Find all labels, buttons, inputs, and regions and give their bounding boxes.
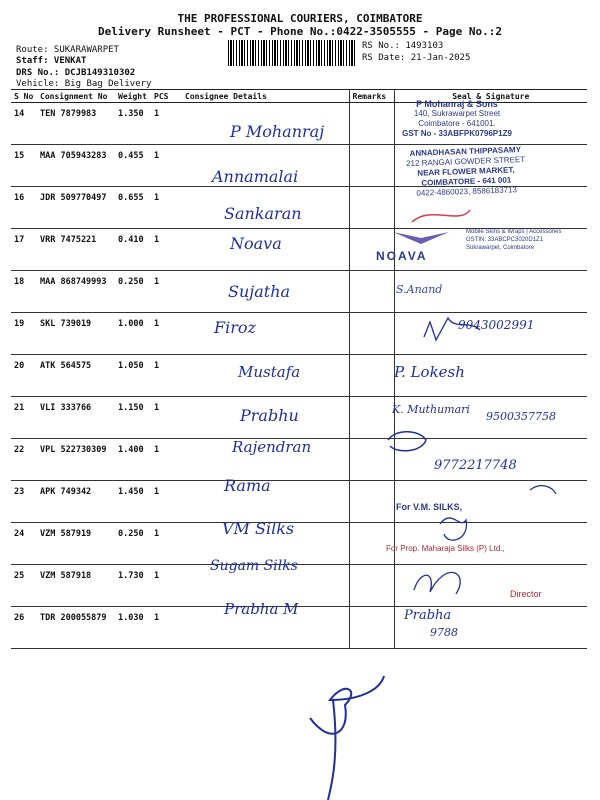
row-consignment: VPL 522730309 [37, 439, 115, 481]
rs-number: RS No.: 1493103 [362, 41, 444, 51]
handwritten-consignee: Rajendran [232, 438, 312, 456]
row-pcs: 1 [151, 313, 182, 355]
handwritten-signature: S.Anand [396, 283, 443, 296]
row-pcs: 1 [151, 271, 182, 313]
row-weight: 1.150 [115, 397, 151, 439]
handwritten-consignee: Prabha M [224, 600, 299, 618]
row-sno: 24 [11, 523, 37, 565]
row-pcs: 1 [151, 523, 182, 565]
handwritten-consignee: Noava [230, 234, 282, 253]
signature-stroke [328, 700, 335, 800]
header-sno: S No [11, 90, 37, 103]
row-sno: 17 [11, 229, 37, 271]
row-sno: 26 [11, 607, 37, 649]
row-pcs: 1 [151, 103, 182, 145]
header-remarks: Remarks [349, 90, 394, 103]
vehicle-label: Vehicle: Big Bag Delivery [16, 79, 152, 89]
annadhasan-stamp: ANNADHASAN THIPPASAMY 212 RANGAI GOWDER STREET NEAR FLOWER MARKET, COIMBATORE - 641 001 0422-4860023, 8586183713 [405, 145, 526, 198]
sheet-title: THE PROFESSIONAL COURIERS, COIMBATORE [177, 12, 423, 25]
handwritten-consignee: VM Silks [222, 519, 295, 538]
signature-stroke [414, 572, 460, 594]
maharaja-stamp: For Prop. Maharaja Silks (P) Ltd., [386, 544, 505, 553]
row-consignment: SKL 739019 [37, 313, 115, 355]
signature-stroke [424, 318, 480, 340]
row-weight: 0.655 [115, 187, 151, 229]
row-pcs: 1 [151, 187, 182, 229]
row-consignment: MAA 868749993 [37, 271, 115, 313]
row-sno: 22 [11, 439, 37, 481]
row-consignment: TDR 200055879 [37, 607, 115, 649]
header-weight: Weight [115, 90, 151, 103]
row-consignment: VRR 7475221 [37, 229, 115, 271]
row-pcs: 1 [151, 607, 182, 649]
rs-date: RS Date: 21-Jan-2025 [362, 53, 471, 63]
drs-label: DRS No.: DCJB149310302 [16, 68, 136, 78]
handwritten-consignee: Sujatha [228, 282, 291, 301]
row-weight: 1.050 [115, 355, 151, 397]
row-consignment: TEN 7879983 [37, 103, 115, 145]
row-consignment: JDR 509770497 [37, 187, 115, 229]
row-sno: 16 [11, 187, 37, 229]
row-consignment: VLI 333766 [37, 397, 115, 439]
row-weight: 1.450 [115, 481, 151, 523]
row-pcs: 1 [151, 439, 182, 481]
signature-stroke [388, 432, 426, 451]
row-pcs: 1 [151, 355, 182, 397]
handwritten-phone: 9500357758 [486, 410, 556, 423]
handwritten-signature: K. Muthumari [392, 403, 470, 416]
handwritten-phone: 9788 [430, 626, 458, 639]
row-pcs: 1 [151, 145, 182, 187]
handwritten-signature: P. Lokesh [394, 363, 465, 381]
handwritten-consignee: Sugam Silks [210, 558, 298, 574]
row-pcs: 1 [151, 397, 182, 439]
row-weight: 0.250 [115, 271, 151, 313]
handwritten-consignee: Firoz [214, 318, 256, 337]
row-pcs: 1 [151, 565, 182, 607]
signature-stroke [412, 210, 470, 222]
row-weight: 0.455 [115, 145, 151, 187]
header-consignee: Consignee Details [182, 90, 349, 103]
handwritten-consignee: Annamalai [212, 167, 299, 186]
handwritten-signature: Prabha [404, 608, 452, 623]
row-weight: 0.250 [115, 523, 151, 565]
header-consignment: Consignment No [37, 90, 115, 103]
row-sno: 15 [11, 145, 37, 187]
handwritten-phone: 9772217748 [434, 458, 517, 473]
header-seal: Seal & Signature [394, 90, 587, 103]
row-weight: 1.030 [115, 607, 151, 649]
row-sno: 18 [11, 271, 37, 313]
row-consignment: VZM 587919 [37, 523, 115, 565]
row-weight: 1.730 [115, 565, 151, 607]
handwritten-consignee: Mustafa [238, 363, 301, 381]
row-sno: 23 [11, 481, 37, 523]
handwritten-consignee: P Mohanraj [230, 122, 325, 141]
row-sno: 20 [11, 355, 37, 397]
mohanraj-stamp: P Mohanraj & Sons 140, Sukrawarpet Street Coimbatore - 641001. GST No - 33ABFPK0796P1Z9 [402, 99, 512, 138]
row-pcs: 1 [151, 481, 182, 523]
handwritten-phone: 9043002991 [458, 318, 535, 332]
staff-label: Staff: VENKAT [16, 56, 87, 66]
handwritten-consignee: Prabhu [240, 406, 299, 425]
vmsilks-stamp: For V.M. SILKS, [396, 502, 463, 512]
row-sno: 14 [11, 103, 37, 145]
signature-stroke [440, 518, 466, 540]
row-consignment: VZM 587918 [37, 565, 115, 607]
signature-stroke [530, 486, 556, 494]
row-consignment: MAA 705943283 [37, 145, 115, 187]
row-weight: 1.000 [115, 313, 151, 355]
row-sno: 25 [11, 565, 37, 607]
row-sno: 19 [11, 313, 37, 355]
signature-stroke [310, 676, 384, 734]
sheet-subtitle: Delivery Runsheet - PCT - Phone No.:0422-3505555 - Page No.:2 [98, 25, 502, 38]
handwritten-consignee: Sankaran [224, 204, 302, 223]
row-pcs: 1 [151, 229, 182, 271]
noava-logo-stamp: NOAVA [376, 228, 466, 261]
row-weight: 1.350 [115, 103, 151, 145]
noava-details-stamp: Mobile Skins & Wraps | Accessories GSTIN: 33ABCPC3020D1Z1 Sukrawarpet, Coimbatore [466, 229, 562, 251]
director-label: Director [510, 589, 542, 599]
row-consignment: APK 749342 [37, 481, 115, 523]
row-weight: 1.400 [115, 439, 151, 481]
row-sno: 21 [11, 397, 37, 439]
handwritten-consignee: Rama [224, 476, 271, 495]
row-consignment: ATK 564575 [37, 355, 115, 397]
header-pcs: PCS [151, 90, 182, 103]
row-weight: 0.410 [115, 229, 151, 271]
route-label: Route: SUKARAWARPET [16, 45, 119, 55]
